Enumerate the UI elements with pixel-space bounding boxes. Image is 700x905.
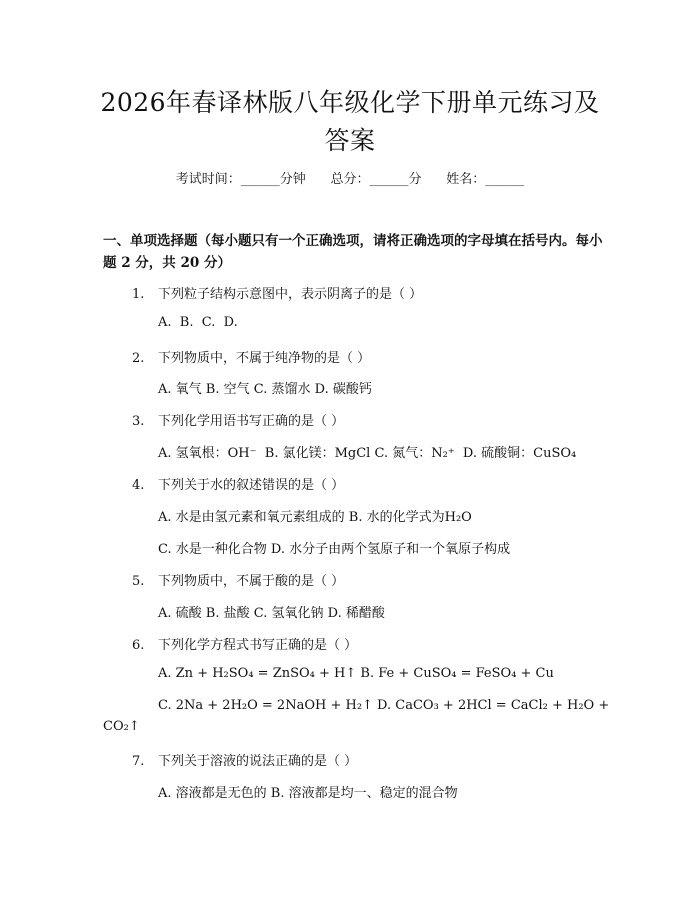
question-2 [132,347,370,366]
question-number: 2. [132,351,145,366]
question-number: 7. [132,754,145,769]
question-text: 下列关于溶液的说法正确的是（ ） [158,754,358,769]
question-4-options-line-1: A. 水是由氢元素和氧元素组成的 B. 水的化学式为H₂O [158,510,472,525]
title-line-1: 2026年春译林版八年级化学下册单元练习及 [100,88,600,117]
question-5 [132,570,344,589]
question-2-options: A. 氧气 B. 空气 C. 蒸馏水 D. 碳酸钙 [158,382,372,397]
question-1-options: A. B. C. D. [158,315,238,330]
question-text: 下列关于水的叙述错误的是（ ） [158,478,345,493]
title-line-2: 答案 [324,126,376,155]
question-4-options-line-2: C. 水是一种化合物 D. 水分子由两个氢原子和一个氧原子构成 [158,542,511,557]
question-4 [132,474,344,493]
question-3 [132,410,344,429]
question-text: 下列物质中，不属于酸的是（ ） [158,574,345,589]
question-6 [132,634,357,653]
question-text: 下列物质中，不属于纯净物的是（ ） [158,351,371,366]
question-5-options: A. 硫酸 B. 盐酸 C. 氢氧化钠 D. 稀醋酸 [158,606,385,621]
question-1 [132,283,422,302]
question-text: 下列粒子结构示意图中，表示阴离子的是（ ） [158,287,423,302]
question-number: 1. [132,287,145,302]
exam-info-line: 考试时间：______分钟 总分：______分 姓名：______ [175,172,525,187]
question-number: 5. [132,574,145,589]
question-7 [132,750,357,769]
section-heading: 一、单项选择题（每小题只有一个正确选项，请将正确选项的字母填在括号内。每小题 2 分，共 20 分） [103,233,603,271]
question-6-options-line-2: C. 2Na + 2H₂O = 2NaOH + H₂↑ D. CaCO₃ + 2HCl = CaCl₂ + H₂O + [158,698,610,713]
question-number: 6. [132,638,145,653]
question-3-options: A. 氢氧根：OH⁻ B. 氯化镁：MgCl C. 氮气：N₂⁺ D. 硫酸铜：CuSO₄ [158,446,577,461]
page-title [60,84,640,160]
question-text: 下列化学用语书写正确的是（ ） [158,414,345,429]
question-6-options-wrap: CO₂↑ [103,719,140,734]
question-7-options: A. 溶液都是无色的 B. 溶液都是均一、稳定的混合物 [158,786,458,801]
question-number: 3. [132,414,145,429]
question-text: 下列化学方程式书写正确的是（ ） [158,638,358,653]
question-number: 4. [132,478,145,493]
question-6-options-line-1: A. Zn + H₂SO₄ = ZnSO₄ + H↑ B. Fe + CuSO₄ = FeSO₄ + Cu [158,666,554,681]
